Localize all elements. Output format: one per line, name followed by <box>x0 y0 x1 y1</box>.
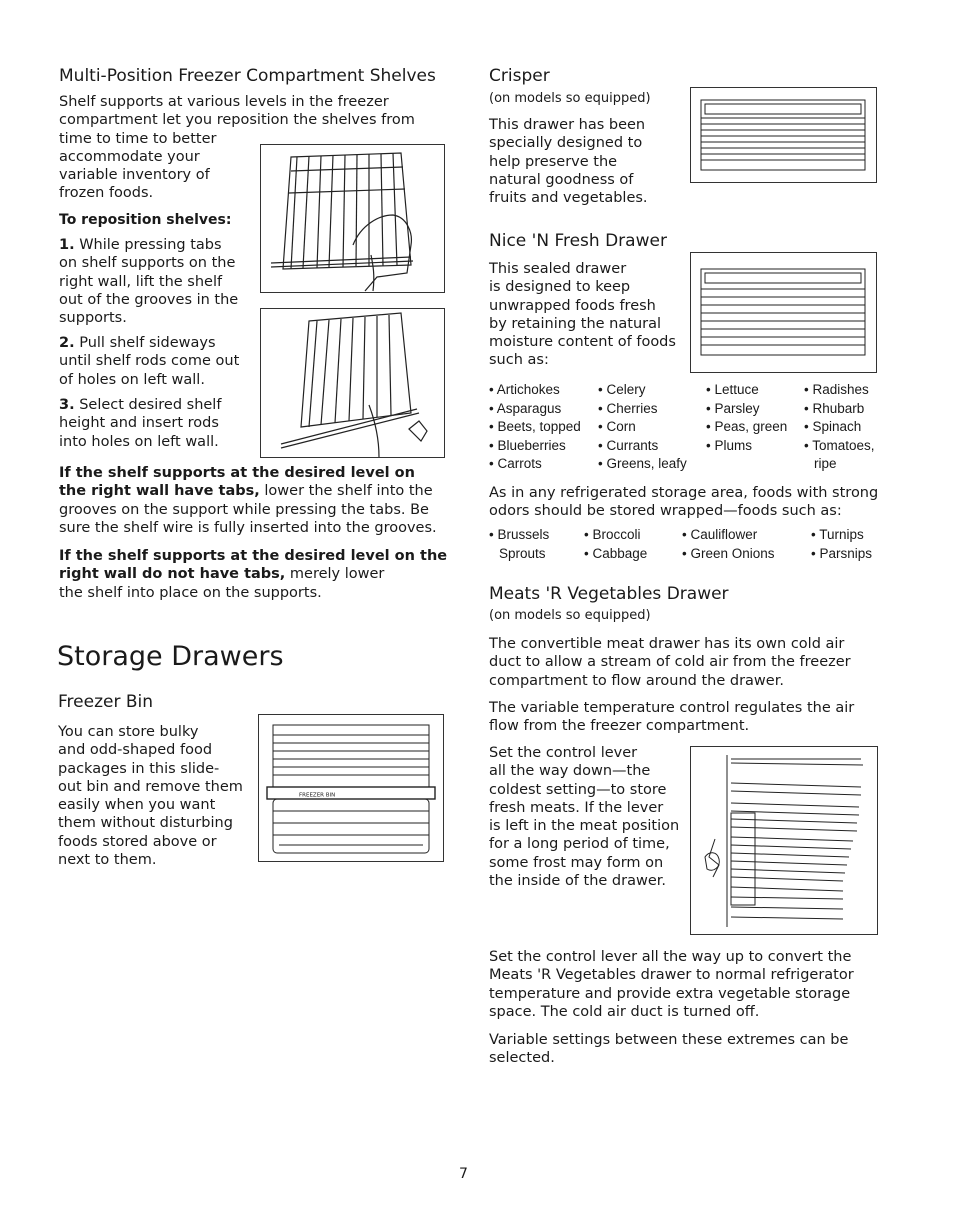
list-item: • Cabbage <box>584 545 648 561</box>
text-line: out bin and remove them <box>58 778 243 795</box>
text-line: selected. <box>489 1050 555 1067</box>
text-line: Set the control lever all the way up to convert the <box>489 949 852 965</box>
food-list-col2 <box>598 381 687 474</box>
text-line: the shelf into place on the supports. <box>59 584 322 601</box>
text-line: This sealed drawer <box>489 261 627 277</box>
bold-text: the right wall have tabs, <box>59 483 260 500</box>
food-list-col4 <box>804 381 875 474</box>
list-item: • Green Onions <box>682 545 775 561</box>
text-line: Pull shelf sideways <box>79 335 216 351</box>
text-line: next to them. <box>58 852 157 869</box>
text-line: all the way down—the <box>489 763 651 780</box>
list-item: Sprouts <box>499 545 546 561</box>
list-item: • Turnips <box>811 527 864 542</box>
meats-para-4 <box>489 948 889 1021</box>
nicenfresh-text <box>489 260 689 370</box>
meats-note: (on models so equipped) <box>489 608 651 623</box>
list-item: • Lettuce <box>706 382 759 397</box>
text-line: the inside of the drawer. <box>489 873 667 890</box>
text-line: As in any refrigerated storage area, foods with strong <box>489 485 879 501</box>
crisper-text <box>489 116 679 207</box>
list-item: • Cauliflower <box>682 527 758 542</box>
text-line: fruits and vegetables. <box>489 190 648 207</box>
text-line: some frost may form on <box>489 854 664 871</box>
text-line: foods stored above or <box>58 833 217 850</box>
food-list-col3 <box>706 381 787 455</box>
nicenfresh-title: Nice 'N Fresh Drawer <box>489 231 667 251</box>
nicenfresh-illustration <box>690 252 877 373</box>
freezer-bin-illustration <box>258 714 444 862</box>
meats-para-2 <box>489 699 889 736</box>
wrapped-intro <box>489 484 889 521</box>
text-line: packages in this slide- <box>58 760 220 777</box>
freezer-bin-title: Freezer Bin <box>58 692 154 712</box>
shelf-lift-illustration <box>260 144 445 293</box>
wrapped-list-col2 <box>584 526 647 563</box>
text-line: merely lower <box>289 566 385 583</box>
text-line: The convertible meat drawer has its own cold air <box>489 636 845 652</box>
text-line: is designed to keep <box>489 279 631 296</box>
text-line: easily when you want <box>58 797 216 814</box>
text-line: If the shelf supports at the desired level on the <box>59 548 448 564</box>
text-line: lower the shelf into the <box>264 483 433 500</box>
text-line: for a long period of time, <box>489 836 670 853</box>
list-item: • Plums <box>706 437 752 453</box>
list-item: ripe <box>814 456 837 471</box>
text-line: compartment to flow around the drawer. <box>489 672 784 689</box>
page-number: 7 <box>459 1166 468 1182</box>
text-line: out of the grooves in the <box>59 291 239 308</box>
step-number: 2. <box>59 335 75 351</box>
freezer-bin-text <box>58 723 258 869</box>
reposition-heading: To reposition shelves: <box>59 212 232 228</box>
crisper-title: Crisper <box>489 66 550 86</box>
list-item: • Corn <box>598 419 636 434</box>
list-item: • Artichokes <box>489 382 560 397</box>
text-line: such as: <box>489 352 549 369</box>
meats-para-5 <box>489 1031 889 1068</box>
meats-title: Meats 'R Vegetables Drawer <box>489 584 729 604</box>
step-number: 1. <box>59 237 75 253</box>
list-item: • Beets, topped <box>489 419 581 434</box>
list-item: • Tomatoes, <box>804 437 875 453</box>
text-line: accommodate your <box>59 148 200 165</box>
text-line: is left in the meat position <box>489 818 680 835</box>
list-item: • Greens, leafy <box>598 456 687 471</box>
list-item: • Carrots <box>489 456 542 471</box>
text-line: fresh meats. If the lever <box>489 799 664 816</box>
text-line: While pressing tabs <box>79 237 222 253</box>
text-line: natural goodness of <box>489 171 634 188</box>
list-item: • Currants <box>598 437 659 453</box>
text-line: flow from the freezer compartment. <box>489 718 750 735</box>
step-1 <box>59 236 259 327</box>
meats-drawer-illustration <box>690 746 878 935</box>
text-line: sure the shelf wire is fully inserted into the grooves. <box>59 519 437 536</box>
text-line: Meats 'R Vegetables drawer to normal refrigerator <box>489 967 854 984</box>
text-line: duct to allow a stream of cold air from the freezer <box>489 654 851 671</box>
text-line: unwrapped foods fresh <box>489 297 656 314</box>
text-line: them without disturbing <box>58 815 233 832</box>
list-item: • Blueberries <box>489 437 566 453</box>
text-line: Variable settings between these extremes can be <box>489 1032 849 1048</box>
text-line: right wall, lift the shelf <box>59 273 223 290</box>
list-item: • Peas, green <box>706 419 788 434</box>
text-line: moisture content of foods <box>489 334 676 351</box>
list-item: • Cherries <box>598 400 658 416</box>
list-item: • Celery <box>598 382 646 397</box>
text-line: coldest setting—to store <box>489 781 667 798</box>
list-item: • Asparagus <box>489 400 562 416</box>
text-line: supports. <box>59 310 127 327</box>
text-line: and odd-shaped food <box>58 742 213 759</box>
meats-para-1 <box>489 635 889 690</box>
text-line: You can store bulky <box>58 724 199 740</box>
text-line: temperature and provide extra vegetable storage <box>489 985 851 1002</box>
meats-para-3 <box>489 744 689 890</box>
text-line: until shelf rods come out <box>59 353 240 370</box>
text-line: variable inventory of <box>59 167 210 184</box>
text-line: into holes on left wall. <box>59 433 219 450</box>
wrapped-list-col4 <box>811 526 872 563</box>
wrapped-list-col3 <box>682 526 775 563</box>
text-line: of holes on left wall. <box>59 371 205 388</box>
step-2 <box>59 334 259 389</box>
text-line: Shelf supports at various levels in the freezer <box>59 94 389 110</box>
text-line: help preserve the <box>489 153 618 170</box>
notabs-paragraph <box>59 547 449 602</box>
text-line: Select desired shelf <box>79 397 222 413</box>
text-line: space. The cold air duct is turned off. <box>489 1003 760 1020</box>
wrapped-list-col1 <box>489 526 549 563</box>
text-line: height and insert rods <box>59 415 219 432</box>
freezer-bin-label: FREEZER BIN <box>299 792 336 799</box>
text-line: time to time to better <box>59 130 217 147</box>
step-3 <box>59 396 259 451</box>
text-line: Set the control lever <box>489 745 638 761</box>
text-line: by retaining the natural <box>489 315 662 332</box>
step-number: 3. <box>59 397 75 413</box>
crisper-illustration <box>690 87 877 183</box>
list-item: • Brussels <box>489 527 550 542</box>
text-line: If the shelf supports at the desired level on <box>59 465 415 481</box>
shelves-title: Multi-Position Freezer Compartment Shelves <box>59 66 436 86</box>
list-item: • Broccoli <box>584 527 641 542</box>
list-item: • Radishes <box>804 382 869 397</box>
food-list-col1 <box>489 381 581 474</box>
text-line: frozen foods. <box>59 185 154 202</box>
crisper-note: (on models so equipped) <box>489 91 651 106</box>
shelf-pull-illustration <box>260 308 445 458</box>
text-line: on shelf supports on the <box>59 255 236 272</box>
list-item: • Spinach <box>804 419 862 434</box>
list-item: • Parsley <box>706 400 760 416</box>
text-line: odors should be stored wrapped—foods such as: <box>489 503 842 520</box>
storage-drawers-title: Storage Drawers <box>57 641 284 672</box>
text-line: The variable temperature control regulates the air <box>489 700 855 716</box>
text-line: grooves on the support while pressing the tabs. Be <box>59 501 429 518</box>
list-item: • Parsnips <box>811 545 873 561</box>
text-line: This drawer has been <box>489 117 646 133</box>
list-item: • Rhubarb <box>804 400 865 416</box>
tabs-paragraph <box>59 464 449 537</box>
text-line: specially designed to <box>489 135 643 152</box>
text-line: compartment let you reposition the shelves from <box>59 112 415 129</box>
bold-text: right wall do not have tabs, <box>59 566 286 583</box>
